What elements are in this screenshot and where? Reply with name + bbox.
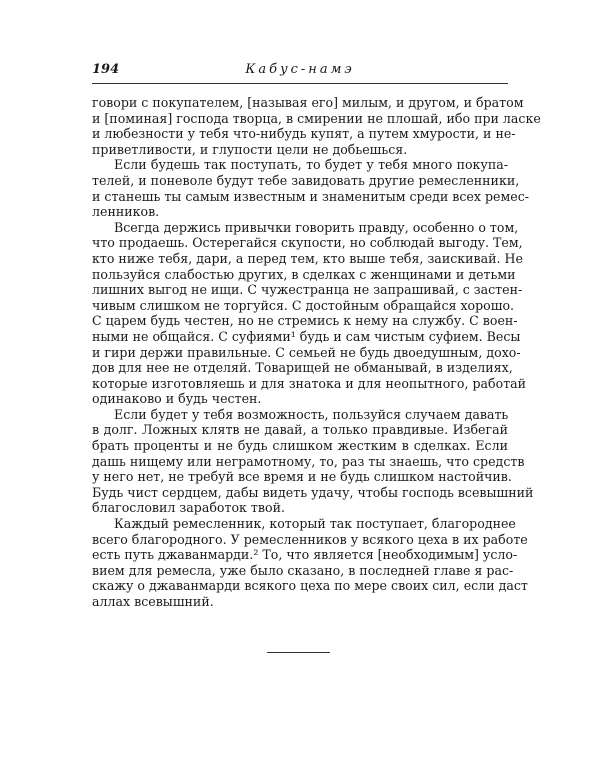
text-line: есть путь джаванмарди.² То, что является [необходимым] усло- [92, 547, 518, 563]
text-line: всего благородного. У ремесленников у всякого цеха в их работе [92, 531, 528, 547]
text-line: ленников. [92, 204, 160, 220]
text-line: у него нет, не требуй все время и не будь слишком настойчив. [92, 469, 512, 485]
paragraph [92, 95, 541, 157]
running-header [92, 62, 508, 82]
text-line: телей, и поневоле будут тебе завидовать другие ремесленники, [92, 172, 520, 188]
text-line: и [поминая] господа творца, в смирении не плошай, ибо при ласке [92, 110, 541, 126]
text-line: скажу о джаванмарди всякого цеха по мере своих сил, если даст [92, 578, 528, 594]
text-line: Если будет у тебя возможность, пользуйся случаем давать [114, 406, 509, 422]
end-rule [267, 652, 330, 653]
text-line: и любезности у тебя что-нибудь купят, а путем хмурости, и не- [92, 126, 516, 142]
text-line: брать проценты и не будь слишком жестким в сделках. Если [92, 438, 508, 454]
running-title: Кабус-намэ [245, 62, 355, 77]
text-line: ными не общайся. С суфиями¹ будь и сам чистым суфием. Весы [92, 328, 521, 344]
header-rule [92, 83, 508, 84]
text-line: в долг. Ложных клятв не давай, а только правдивые. Избегай [92, 422, 508, 438]
text-line: Будь чист сердцем, дабы видеть удачу, чтобы господь всевышний [92, 484, 534, 500]
text-line: лишних выгод не ищи. С чужестранца не запрашивай, с застен- [92, 282, 523, 298]
text-line: приветливости, и глупости цели не добьешься. [92, 141, 408, 157]
text-line: Каждый ремесленник, который так поступает, благороднее [114, 516, 516, 532]
text-line: С царем будь честен, но не стремись к нему на службу. С воен- [92, 313, 518, 329]
text-line: одинаково и будь честен. [92, 391, 262, 407]
paragraph [92, 157, 530, 220]
text-line: чивым слишком не торгуйся. С достойным обращайся хорошо. [92, 297, 515, 313]
text-line: благословил заработок твой. [92, 500, 285, 516]
paragraph [92, 516, 528, 610]
text-line: что продаешь. Остерегайся скупости, но соблюдай выгоду. Тем, [92, 235, 523, 251]
text-line: говори с покупателем, [называя его] милым, и другом, и братом [92, 95, 524, 110]
text-line: и станешь ты самым известным и знаменитым среди всех ремес- [92, 188, 530, 204]
text-line: Если будешь так поступать, то будет у тебя много покупа- [114, 157, 508, 173]
page-number: 194 [92, 62, 120, 77]
text-line: вием для ремесла, уже было сказано, в последней главе я рас- [92, 562, 514, 578]
text-line: которые изготовляешь и для знатока и для неопытного, работай [92, 375, 527, 391]
text-line: дашь нищему или неграмотному, то, раз ты знаешь, что средств [92, 453, 525, 469]
text-line: пользуйся слабостью других, в сделках с женщинами и детьми [92, 266, 516, 282]
text-line: и гири держи правильные. С семьей не будь двоедушным, дохо- [92, 344, 521, 360]
text-line: дов для нее не отделяй. Товарищей не обманывай, в изделиях, [92, 360, 513, 376]
body-text [92, 95, 541, 610]
text-line: Всегда держись привычки говорить правду, особенно о том, [114, 219, 519, 235]
paragraph [92, 219, 527, 407]
text-line: аллах всевышний. [92, 594, 214, 609]
text-line: кто ниже тебя, дари, а перед тем, кто выше тебя, заискивай. Не [92, 250, 523, 266]
paragraph [92, 406, 534, 516]
